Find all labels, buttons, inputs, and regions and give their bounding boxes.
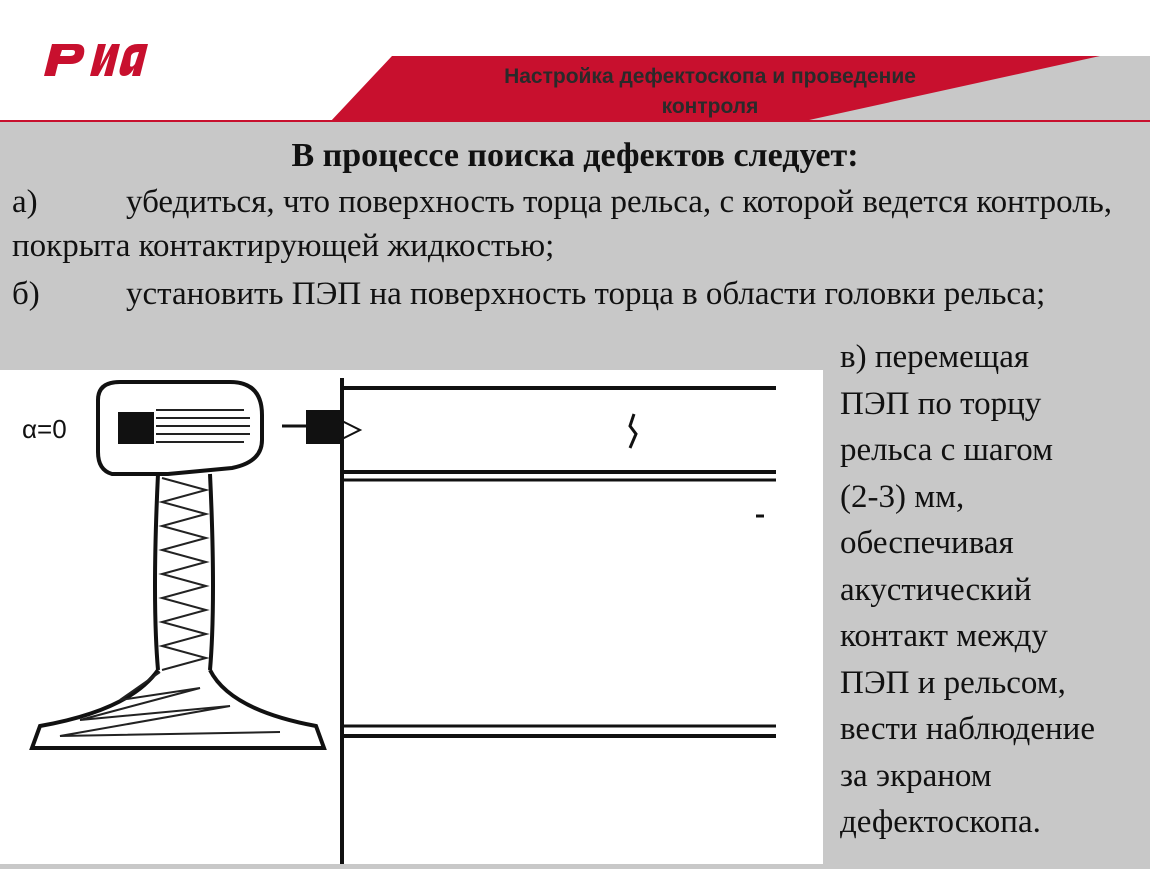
side-line: вести наблюдение xyxy=(840,711,1095,747)
rail-diagram xyxy=(0,370,823,864)
slide-header xyxy=(0,0,1150,122)
defect-mark xyxy=(630,414,636,448)
side-line: дефектоскопа. xyxy=(840,804,1041,840)
side-line: акустический xyxy=(840,571,1032,608)
scan-display xyxy=(282,378,776,864)
header-title xyxy=(430,62,990,122)
content-heading: В процессе поиска дефектов следует: xyxy=(291,137,859,174)
rzd-logo-icon xyxy=(40,36,155,80)
header-title-line2: контроля xyxy=(661,95,759,118)
rzd-logo xyxy=(40,36,155,85)
rail-diagram-drawing xyxy=(0,370,823,864)
side-line: в) перемещая xyxy=(840,339,1030,375)
side-line: рельса с шагом xyxy=(840,432,1054,468)
side-line: ПЭП и рельсом, xyxy=(840,664,1066,701)
side-line: (2-3) мм, xyxy=(840,478,965,515)
side-text-block xyxy=(840,334,1140,846)
web-zigzag xyxy=(162,478,206,670)
side-line: обеспечивая xyxy=(840,525,1014,561)
side-line: контакт между xyxy=(840,618,1048,654)
head-beam-lines xyxy=(156,410,250,442)
alpha-label: α=0 xyxy=(22,414,67,444)
side-line: ПЭП по торцу xyxy=(840,385,1042,422)
list-marker-b: б) xyxy=(12,276,40,312)
slide-content xyxy=(0,122,1150,864)
header-title-line1: Настройка дефектоскопа и проведение xyxy=(504,65,916,88)
list-text-a: убедиться, что поверхность торца рельса, с которой ведется контроль, покрыта контактирующей жидкостью; xyxy=(12,184,1112,264)
rail-web-left xyxy=(155,474,158,670)
list-text-b: установить ПЭП на поверхность торца в области головки рельса; xyxy=(126,276,1046,312)
list-marker-a: а) xyxy=(12,184,38,220)
list-item-a xyxy=(12,180,1112,268)
probe-block xyxy=(118,412,154,444)
end-probe-block xyxy=(306,410,340,444)
rail-web-right xyxy=(210,474,213,670)
list-item-b xyxy=(12,272,1112,316)
side-line: за экраном xyxy=(840,757,992,794)
